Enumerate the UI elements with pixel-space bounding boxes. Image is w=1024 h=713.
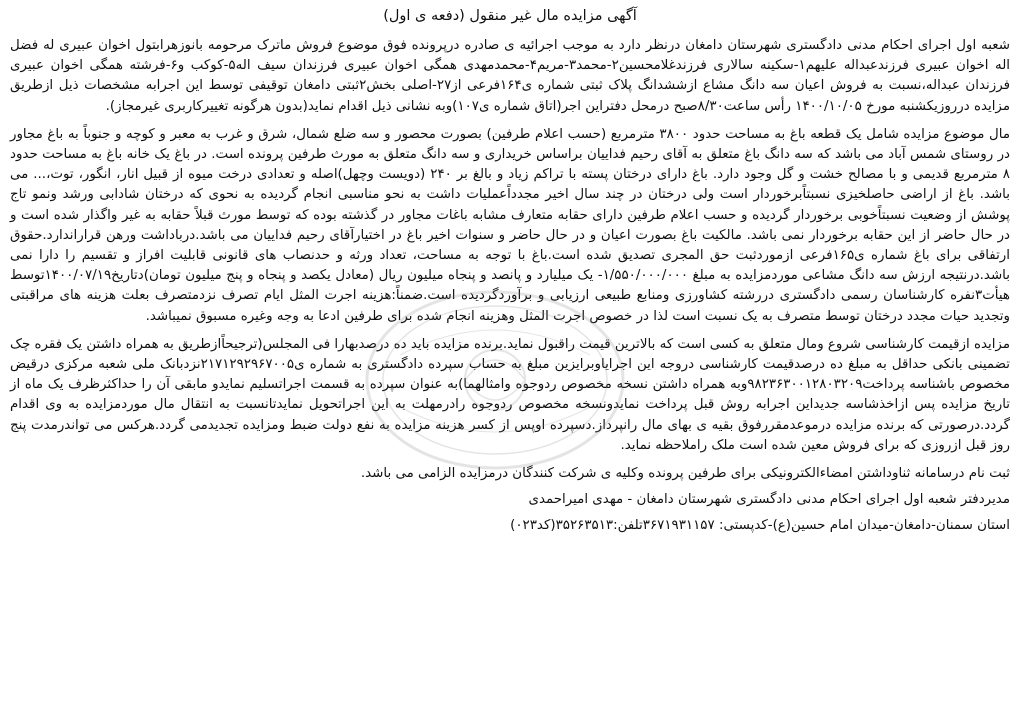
paragraph-registration-note: ثبت نام درسامانه ثناوداشتن امضاءالکترونیکی برای طرفین پرونده وکلیه ی شرکت کنندگان درمزایده الزامی می باشد. (360, 466, 1010, 482)
notice-title: آگهی مزایده مال غیر منقول (دفعه ی اول) (383, 8, 637, 24)
paragraph-property-description: مال موضوع مزایده شامل یک قطعه باغ به مساحت حدود ۳۸۰۰ مترمربع (حسب اعلام طرفین) بصورت محصور و سه ضلع شمال، شرق و غرب به معبر و کوچه و جنوباً به باغ مجاور در روستای شمس آباد می باشد که سه دانگ باغ متعلق به آقای رحیم فداییان براساس خریداری و سه دانگ متعلق به مورث طرفین پرونده است. در باغ یک خانه باغ به مساحت حدود ۸ مترمربع قدیمی و با مصالح خشت و گل وجود دارد. باغ دارای درختان پسته با تراکم زیاد و بالغ بر ۲۴۰ (دویست وچهل)اصله و تعدادی درخت میوه از قبیل انار، انگور، توت،... می باشد. باغ از اراضی حاصلخیزی نسبتاًبرخوردار است ولی درختان در چند سال اخیر مجدداًعملیات داشت به نحو مناسبی انجام گردیده به نحوی که درختان شادابی ورشد ونمو تاج پوشش از وضعیت نسبتاًخوبی برخوردار گردیده و حسب اعلام طرفین دارای حقابه متعارف مشابه باغات مجاور در گذشته بوده که توسط مورث قبلاً حقابه به غیر واگذار شده است و در حال حاضر از این حقابه برخوردار نمی باشد. مالکیت باغ بصورت اعیان و در حال حاضر و سنوات اخیر باغ در اختیارآقای رحیم فداییان می باشد.درباداشت ورهن قراراندارد.حقوق ارتفاقی برای باغ شماره ی۱۶۵فرعی ازموردثبت حق المجری تصدیق شده است.باغ با توجه به مساحت، تعداد ورثه و حدنصاب های قانونی قابلیت افراز و تقسیم را دارا نمی باشد.درنتیجه ارزش سه دانگ مشاعی موردمزایده به مبلغ ۱/۵۵۰/۰۰۰/۰۰۰- یک میلیارد و پانصد و پنجاه میلیون ریال (معادل یکصد و پنجاه و پنج میلیون تومان)دتاریخ۱۴۰۰/۰۷/۱۹توسط هیأت۳نفره کارشناسان رسمی دادگستری دررشته کشاورزی ومنابع طبیعی ارزیابی و برآوردگردیده است.ضمناً:هزینه اجرت المثل ایام تصرف نزدمتصرف بعلت هزینه های مراقبتی وتجدید حیات مجدد درختان توسط متصرف به یک نسبت است لذا در خصوص اجرت المثل وهزینه انجام شده برای طرفین ادعا به وجه وغیره مسبوق نمیباشد. (10, 126, 1010, 324)
paragraph-auction-terms: مزایده ازقیمت کارشناسی شروع ومال متعلق به کسی است که بالاترین قیمت راقبول نماید.برنده مزایده باید ده درصدبهارا فی المجلس(ترجیحاًازطریق به همراه داشتن یک فقره چک تضمینی بانکی حداقل به مبلغ ده درصدقیمت کارشناسی دروجه این اجرایاوبرایزین مبلغ به حساب سپرده دادگستری به شماره ی۲۱۷۱۲۹۲۹۶۷۰۰۵نزدبانک ملی شعبه مرکزی درقیض مخصوص باشناسه پرداخت۹۸۲۳۶۳۰۰۱۲۸۰۳۲۰۹وبه همراه داشتن نسخه مخصوص ردوجوه وامثالهما)به عنوان سپرده به قسمت اجراتسلیم نمایدو مابقی آن را حداکثرظرف یک ماه از تاریخ مزایده پس ازاخذشاسه جدیداین اجرابه روش قبل پرداخت نمایدونسخه مخصوص ردوجوه رادرمهلت به این اجراتحویل نمایدتانسبت به انتقال مال موردمزایده به وی اقدام گردد.درصورتی که برنده مزایده درموعدمقررفوق بقیه ی بهای مال رانپرداز.دسپرده اوپس از کسر هزینه مزایده به نفع دولت ضبط ومزایده تجدیدمی گردد.هرکس می تواندرمدت پنج روز قبل ازروزی که برای فروش معین شده است ملک راملاحظه نماید. (10, 336, 1011, 453)
office-manager-signature: مدیردفتر شعبه اول اجرای احکام مدنی دادگستری شهرستان دامغان - مهدی امیراحمدی (528, 492, 1010, 508)
paragraph-intro: شعبه اول اجرای احکام مدنی دادگستری شهرستان دامغان درنظر دارد به موجب اجرائیه ی صادره درپرونده فوق موضوع فروش ماترک مرحومه بانوزهرابتول اخوان عبیری له فضل اله اخوان عبیری فرزندعبداله علیهم۱-سکینه سالاری فرزندغلامحسین۲-محمد۳-مریم۴-محمدمهدی همگی اخوان عبیری فرزندان سیف اله۵-کوکب و۶-فرشته همگی اخوان عبیری فرزندان عبداله،نسبت به فروش اعیان سه دانگ مشاع ازششدانگ پلاک ثبتی شماره ی۱۶۴فرعی از۲۷-اصلی بخش۲ثبتی دامغان توقیفی توسط این اجرابه مشخصات ذیل ازطریق مزایده درروزیکشنبه مورخ ۱۴۰۰/۱۰/۰۵ رأس ساعت۸/۳۰صبح درمحل دفتراین اجر(اتاق شماره ی۱۰۷)وبه نشانی ذیل اقدام نماید(بدون هرگونه تغییرکاربری غیرمجاز). (10, 38, 1011, 114)
office-address: استان سمنان-دامغان-میدان امام حسین(ع)-کدپستی: ۳۶۷۱۹۳۱۱۵۷تلفن:۳۵۲۶۳۵۱۳(کد۰۲۳) (510, 518, 1010, 534)
